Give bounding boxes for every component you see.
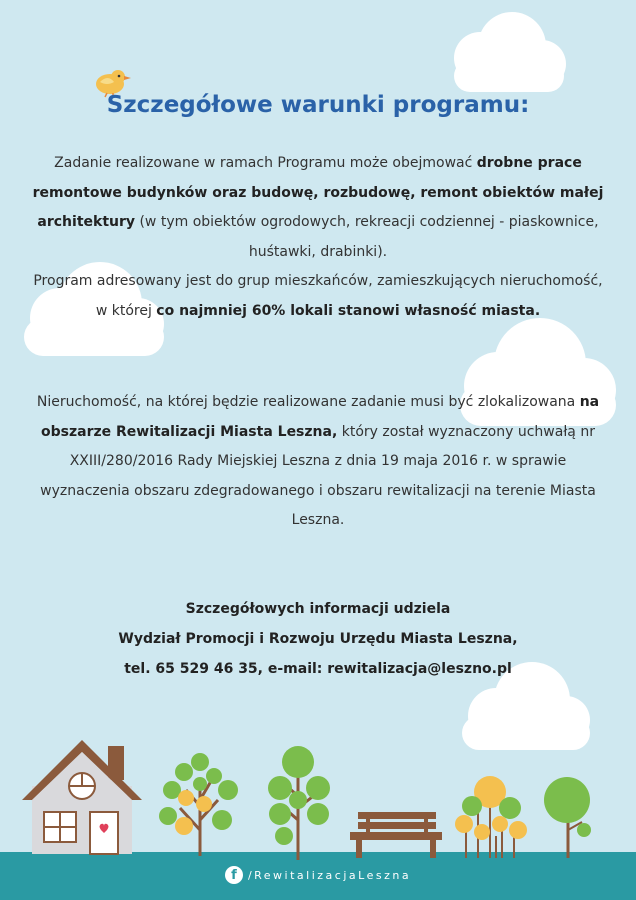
facebook-icon[interactable]: f	[225, 866, 243, 884]
contact-line-2: Wydział Promocji i Rozwoju Urzędu Miasta Leszna,	[118, 631, 518, 647]
contact-line-3: tel. 65 529 46 35, e-mail: rewitalizacja@leszno.pl	[124, 661, 512, 677]
footer-social[interactable]	[0, 862, 636, 888]
tree-icon	[159, 753, 238, 856]
contact-info	[30, 594, 606, 684]
tree-icon	[544, 777, 591, 858]
location-paragraph	[30, 388, 606, 536]
text: (w tym obiektów ogrodowych, rekreacji codziennej - piaskownice, huśtawki, drabinki).	[135, 214, 599, 260]
bold-text: na obszarze Rewitalizacji Miasta Leszna,	[41, 394, 600, 440]
contact-line-1: Szczegółowych informacji udziela	[185, 601, 451, 617]
text: który został wyznaczony uchwałą nr XXIII/280/2016 Rady Miejskiej Leszna z dnia 19 maja 2016 r. w sprawie wyznaczenia obszaru zdegradowanego i obszaru rewitalizacji na terenie Miasta Leszna.	[40, 423, 596, 528]
page-title: Szczegółowe warunki programu:	[106, 92, 530, 118]
text: Nieruchomość, na której będzie realizowane zadanie musi być zlokalizowana	[36, 394, 580, 410]
bold-text: co najmniej 60% lokali stanowi własność miasta.	[156, 302, 541, 319]
text: Zadanie realizowane w ramach Programu może obejmować	[54, 155, 477, 171]
text: Program adresowany jest do grup mieszkańców, zamieszkujących nieruchomość, w której	[33, 273, 603, 319]
house-icon	[22, 740, 142, 854]
bold-text: drobne prace remontowe budynków oraz budowę, rozbudowę, remont obiektów małej architektury	[32, 155, 604, 230]
tree-icon	[455, 776, 527, 858]
tree-icon	[268, 746, 330, 860]
cloud-top-right	[436, 10, 568, 94]
program-conditions-paragraph	[30, 149, 606, 326]
facebook-handle[interactable]: /RewitalizacjaLeszna	[247, 868, 412, 882]
